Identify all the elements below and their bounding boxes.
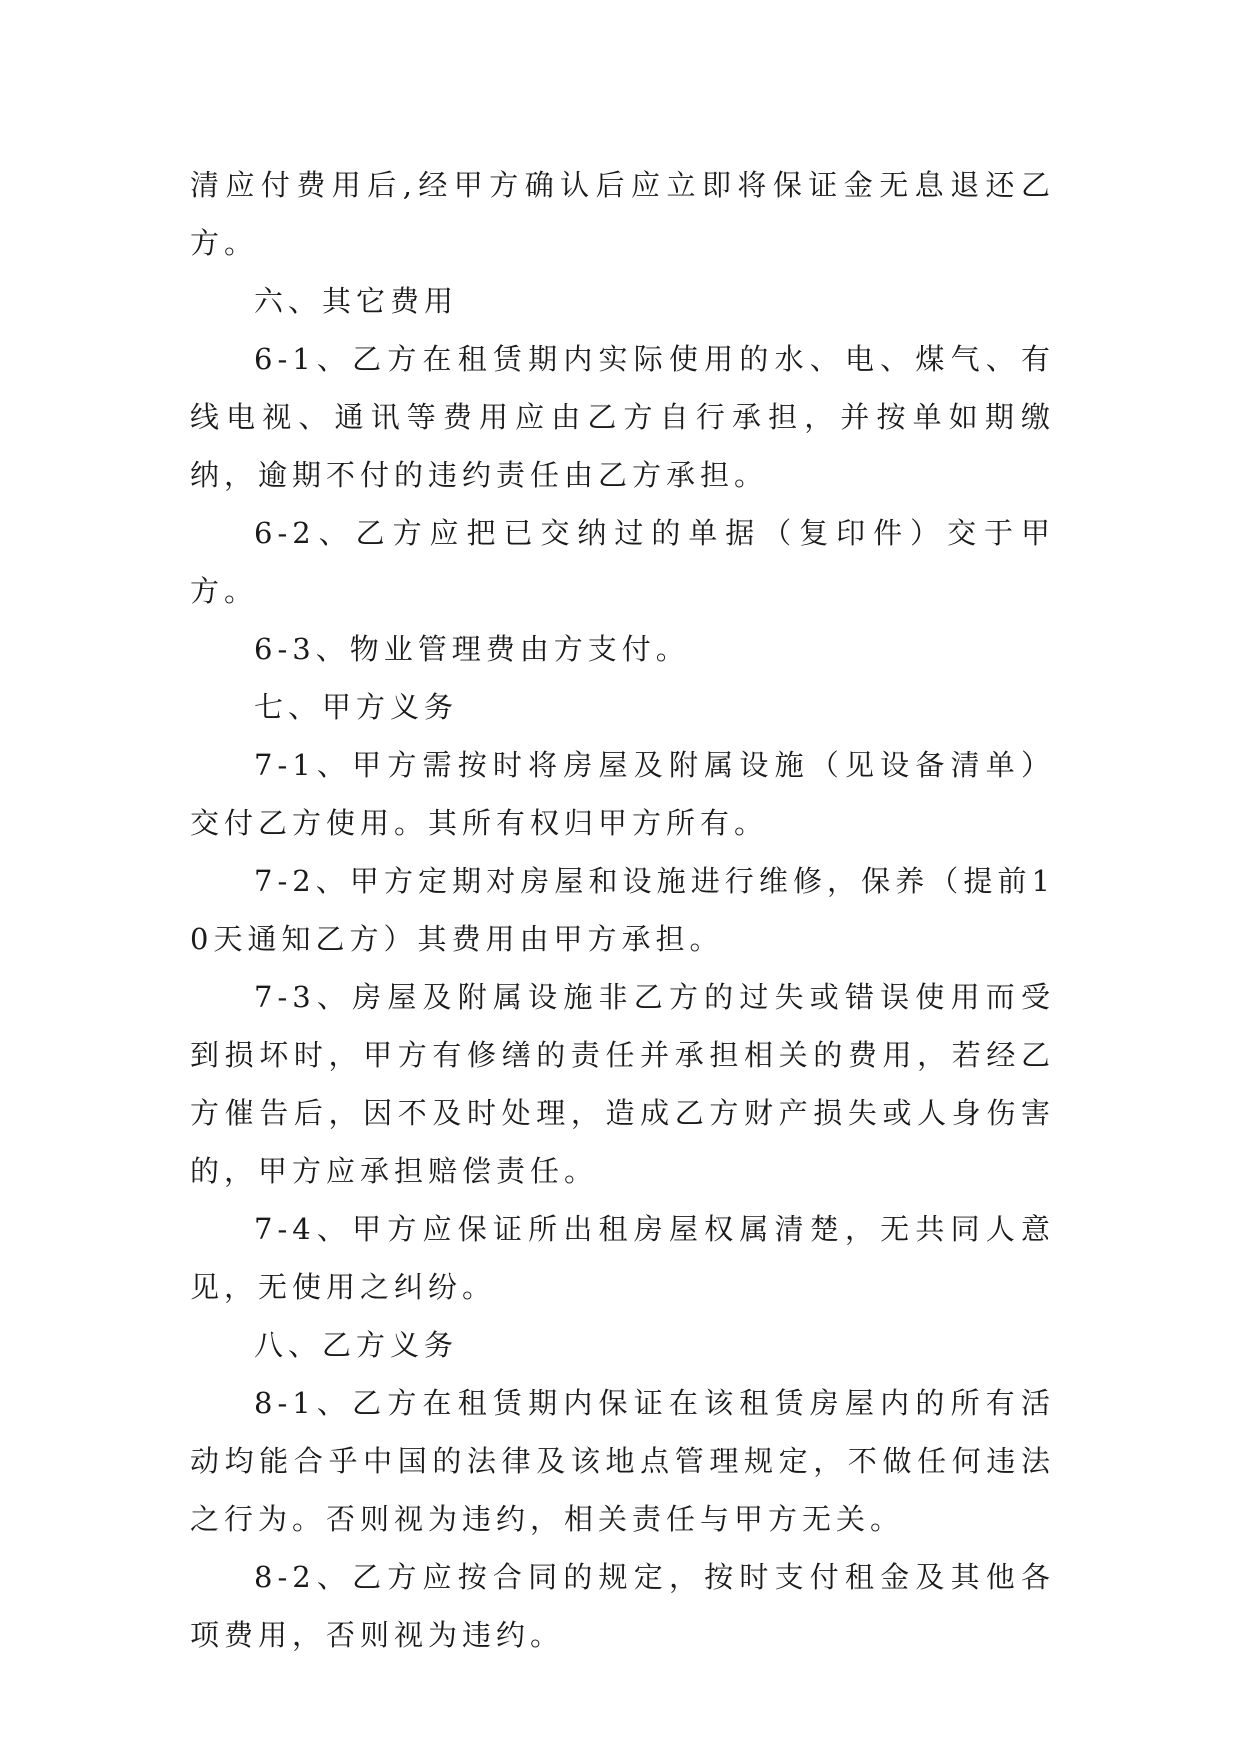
- clause-7-4: 7-4、甲方应保证所出租房屋权属清楚，无共同人意见，无使用之纠纷。: [190, 1212, 1055, 1304]
- section-heading-other-fees: 六、其它费用: [254, 284, 459, 318]
- section-heading-party-a-obligations: 七、甲方义务: [254, 690, 459, 724]
- clause-7-1: 7-1、甲方需按时将房屋及附属设施（见设备清单）交付乙方使用。其所有权归甲方所有。: [190, 748, 1055, 840]
- clause-6-3: 6-3、物业管理费由方支付。: [254, 632, 690, 666]
- paragraph-continuation: 清应付费用后,经甲方确认后应立即将保证金无息退还乙方。: [190, 168, 1055, 260]
- clause-8-1: 8-1、乙方在租赁期内保证在该租赁房屋内的所有活动均能合乎中国的法律及该地点管理规定，不做任何违法之行为。否则视为违约，相关责任与甲方无关。: [190, 1386, 1055, 1536]
- clause-8-2: 8-2、乙方应按合同的规定，按时支付租金及其他各项费用，否则视为违约。: [190, 1560, 1055, 1652]
- document-body: [190, 156, 1055, 1664]
- section-heading-party-b-obligations: 八、乙方义务: [254, 1328, 459, 1362]
- clause-7-3: 7-3、房屋及附属设施非乙方的过失或错误使用而受到损坏时，甲方有修缮的责任并承担相关的费用，若经乙方催告后，因不及时处理，造成乙方财产损失或人身伤害的，甲方应承担赔偿责任。: [190, 980, 1055, 1188]
- clause-6-1: 6-1、乙方在租赁期内实际使用的水、电、煤气、有线电视、通讯等费用应由乙方自行承担，并按单如期缴纳，逾期不付的违约责任由乙方承担。: [190, 342, 1055, 492]
- clause-6-2: 6-2、乙方应把已交纳过的单据（复印件）交于甲方。: [190, 516, 1055, 608]
- clause-7-2: 7-2、甲方定期对房屋和设施进行维修，保养（提前10天通知乙方）其费用由甲方承担。: [190, 864, 1055, 956]
